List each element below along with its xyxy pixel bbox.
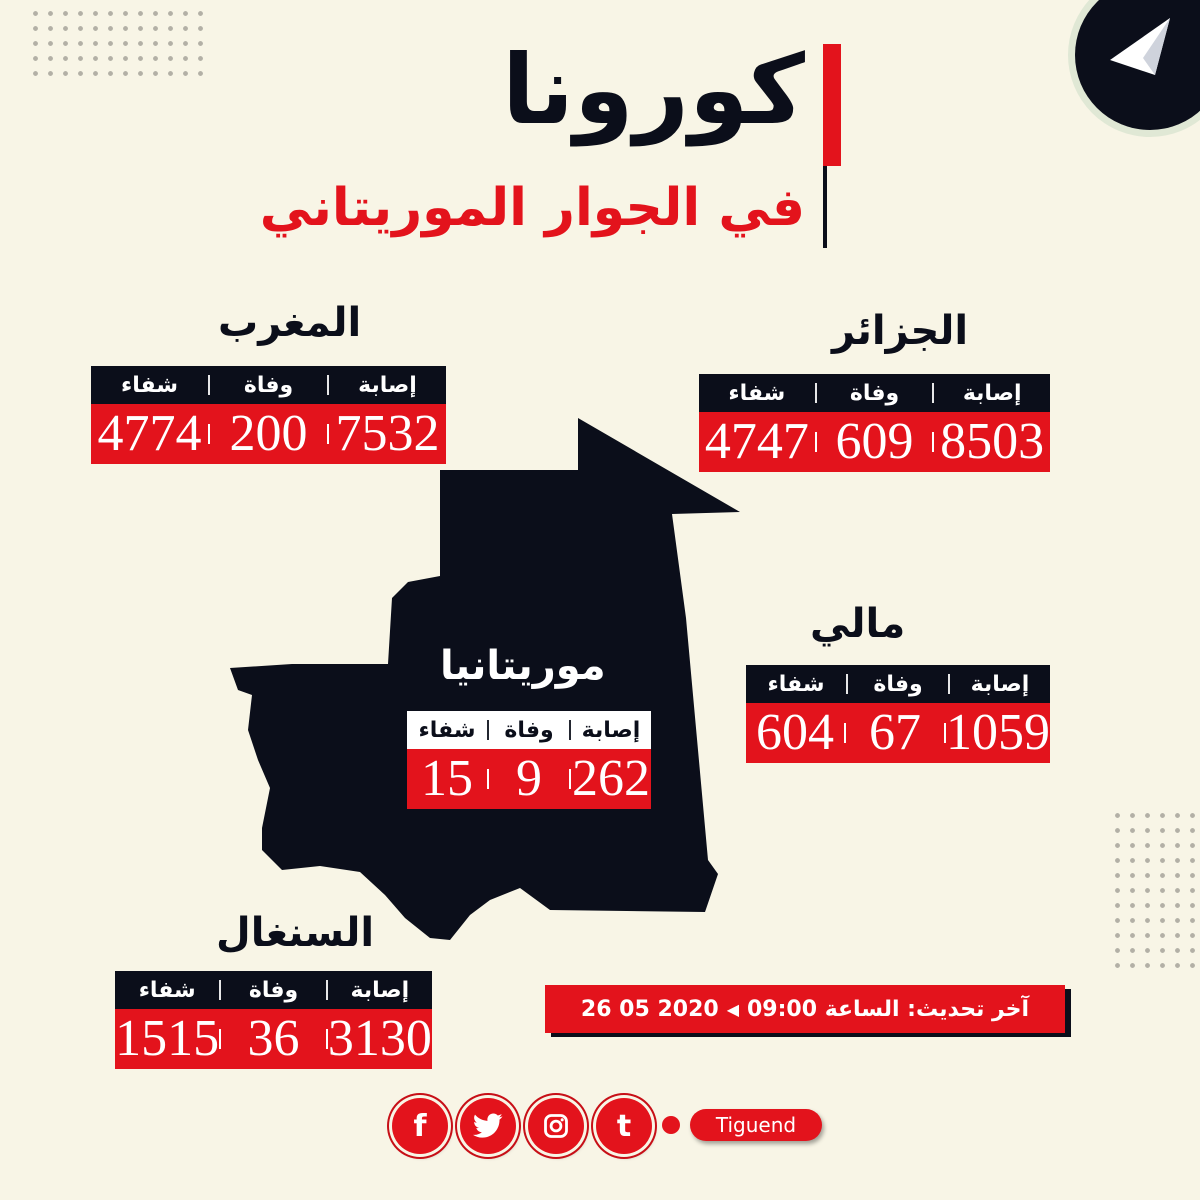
recovered-label: شفاء: [418, 717, 476, 743]
separator-dot: [662, 1116, 680, 1134]
cases-label: إصابة: [350, 977, 410, 1003]
recovered-value: 4774: [97, 405, 202, 462]
cases-value: 7532: [335, 405, 440, 462]
stats-header: [407, 711, 651, 749]
stats-values: [699, 412, 1050, 472]
deaths-value: 36: [247, 1010, 300, 1067]
recovered-label: شفاء: [121, 372, 178, 398]
stats-values: [746, 703, 1050, 763]
separator: [219, 980, 221, 1000]
separator: [487, 769, 489, 789]
country-name-morocco: المغرب: [218, 300, 362, 346]
page-subtitle: في الجوار الموريتاني: [259, 178, 805, 238]
cases-value: 1059: [946, 704, 1050, 761]
cases-label: إصابة: [358, 372, 417, 398]
separator: [208, 424, 210, 444]
deaths-label: وفاة: [248, 977, 299, 1003]
separator: [208, 375, 210, 395]
separator: [487, 720, 489, 740]
recovered-value: 4747: [704, 413, 809, 470]
separator: [327, 424, 329, 444]
deaths-label: وفاة: [504, 717, 554, 743]
stats-box-mali: [746, 665, 1050, 763]
separator: [932, 383, 934, 403]
social-handle[interactable]: Tiguend: [690, 1109, 822, 1141]
stats-header: [115, 971, 432, 1009]
separator: [327, 375, 329, 395]
stats-box-mauritania: [407, 711, 651, 809]
cases-value: 262: [572, 750, 650, 807]
update-label: آخر تحديث: الساعة 09:00: [747, 996, 1030, 1022]
recovered-label: شفاء: [728, 380, 786, 406]
recovered-label: شفاء: [767, 671, 825, 697]
deaths-value: 609: [835, 413, 914, 470]
instagram-glyph-icon: [542, 1112, 570, 1140]
stats-header: [746, 665, 1050, 703]
separator: [326, 980, 328, 1000]
cases-value: 8503: [940, 413, 1045, 470]
recovered-value: 1515: [115, 1010, 220, 1067]
separator: [944, 723, 946, 743]
country-name-senegal: السنغال: [216, 910, 375, 956]
triangle-left-icon: ◀: [726, 999, 739, 1019]
twitter-bird-icon: [473, 1113, 503, 1139]
cases-label: إصابة: [962, 380, 1022, 406]
deaths-value: 9: [516, 750, 542, 807]
cases-label: إصابة: [970, 671, 1030, 697]
stats-values: [407, 749, 651, 809]
page-title: كورونا: [501, 34, 805, 146]
deaths-label: وفاة: [849, 380, 900, 406]
tumblr-icon[interactable]: t: [596, 1098, 652, 1154]
separator: [219, 1029, 221, 1049]
cases-label: إصابة: [581, 717, 641, 743]
deaths-value: 200: [229, 405, 308, 462]
facebook-icon[interactable]: f: [392, 1098, 448, 1154]
stats-values: [91, 404, 446, 464]
separator: [844, 723, 846, 743]
last-update-banner: [545, 985, 1065, 1033]
recovered-label: شفاء: [138, 977, 196, 1003]
separator: [932, 432, 934, 452]
deaths-label: وفاة: [873, 671, 923, 697]
update-date: 26 05 2020: [580, 996, 719, 1022]
deaths-value: 67: [869, 704, 921, 761]
separator: [815, 383, 817, 403]
country-name-algeria: الجزائر: [832, 308, 969, 354]
separator: [948, 674, 950, 694]
instagram-icon[interactable]: [528, 1098, 584, 1154]
recovered-value: 15: [421, 750, 473, 807]
deaths-label: وفاة: [243, 372, 294, 398]
separator: [326, 1029, 328, 1049]
stats-header: [699, 374, 1050, 412]
twitter-icon[interactable]: [460, 1098, 516, 1154]
stats-header: [91, 366, 446, 404]
separator: [815, 432, 817, 452]
separator: [569, 769, 571, 789]
stats-box-morocco: [91, 366, 446, 464]
country-name-mali: مالي: [810, 601, 906, 647]
stats-box-algeria: [699, 374, 1050, 472]
separator: [846, 674, 848, 694]
stats-box-senegal: [115, 971, 432, 1069]
stats-values: [115, 1009, 432, 1069]
cases-value: 3130: [327, 1010, 432, 1067]
country-name-mauritania: موريتانيا: [440, 643, 606, 689]
recovered-value: 604: [756, 704, 834, 761]
separator: [569, 720, 571, 740]
